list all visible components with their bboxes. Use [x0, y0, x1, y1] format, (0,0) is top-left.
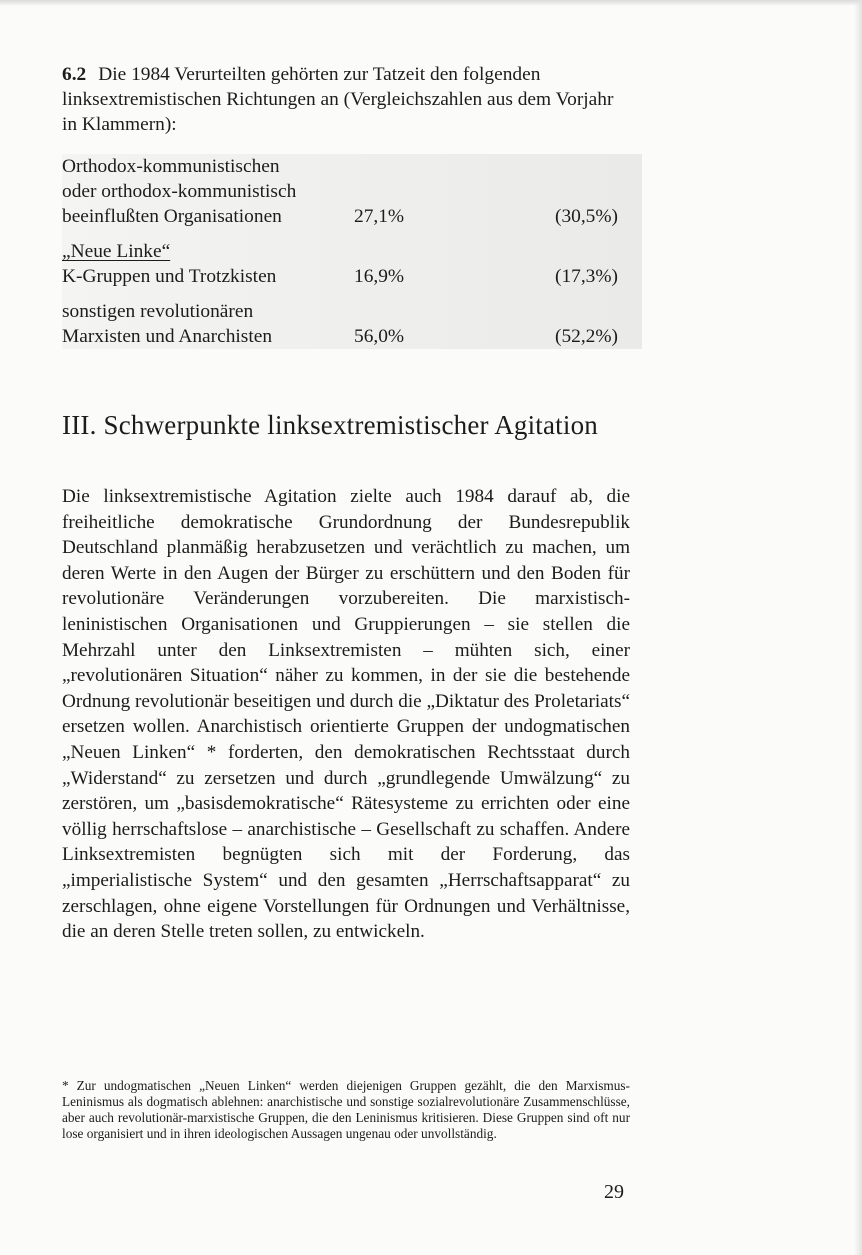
table-row	[62, 239, 642, 289]
row-label-line: Marxisten und Anarchisten	[62, 326, 273, 347]
scan-edge-top	[0, 0, 862, 6]
intro-text: Die 1984 Verurteilten gehörten zur Tatzeit den folgenden linksextremistischen Richtungen an (Vergleichszahlen aus dem Vorjahr in Klammern):	[62, 64, 614, 135]
row-value: 56,0%	[354, 326, 405, 347]
row-previous-value: (30,5%)	[554, 206, 618, 227]
footnote	[62, 1078, 630, 1142]
footnote-text: Zur undogmatischen „Neuen Linken“ werden diejenigen Gruppen gezählt, die den Marxismus-Leninismus als dogmatisch ablehnen: anarchistische und sonstige sozialrevolutionäre Zusammenschlüsse, aber auch revolutionär-marxistische Gruppen, die den Leninismus kritisieren. Diese Gruppen sind oft nur lose organisiert und in ihren ideologischen Aussagen ungenau oder unvollständig.	[62, 1078, 630, 1141]
scan-edge-right	[854, 0, 862, 1255]
row-label-line: K-Gruppen und Trotzkisten	[62, 266, 277, 287]
row-label	[62, 239, 362, 289]
row-value: 16,9%	[354, 266, 405, 287]
row-label	[62, 154, 362, 229]
row-previous-value: (52,2%)	[554, 326, 618, 347]
page-number: 29	[604, 1181, 624, 1203]
table-row	[62, 299, 642, 349]
statistics-table	[62, 154, 642, 349]
intro-paragraph	[62, 62, 628, 137]
row-label-line: „Neue Linke“	[62, 241, 171, 262]
row-label-line: beeinflußten Organisationen	[62, 206, 282, 227]
row-previous-value: (17,3%)	[554, 266, 618, 287]
body-paragraph: Die linksextremistische Agitation zielte auch 1984 darauf ab, die freiheitliche demokratische Grundordnung der Bundesrepublik Deutschland planmäßig herabzusetzen und verächtlich zu machen, um deren Werte in den Augen der Bürger zu erschüttern und den Boden für revolutionäre Veränderungen vorzubereiten. Die marxistisch-leninistischen Organisationen und Gruppierungen – sie stellen die Mehrzahl unter den Linksextremisten – mühten sich, einer „revolutionären Situation“ näher zu kommen, in der sie die bestehende Ordnung revolutionär beseitigen und durch die „Diktatur des Proletariats“ ersetzen wollen. Anarchistisch orientierte Gruppen der undogmatischen „Neuen Linken“ * forderten, den demokratischen Rechtsstaat durch „Widerstand“ zu zersetzen und durch „grundlegende Umwälzung“ zu zerstören, um „basisdemokratische“ Rätesysteme zu errichten oder eine völlig herrschaftslose – anarchistische – Gesellschaft zu schaffen. Andere Linksextremisten begnügten sich mit der Forderung, das „imperialistische System“ und den gesamten „Herrschaftsapparat“ zu zerschlagen, ohne eigene Vorstellungen für Ordnungen und Verhältnisse, die an deren Stelle treten sollen, zu entwickeln.	[62, 486, 630, 943]
section-number: 6.2	[62, 64, 87, 85]
row-label-line: sonstigen revolutionären	[62, 301, 254, 322]
row-value: 27,1%	[354, 206, 405, 227]
section-heading: III. Schwerpunkte linksextremistischer Agitation	[62, 410, 598, 440]
row-label	[62, 299, 362, 349]
row-label-line: Orthodox-kommunistischen	[62, 156, 280, 177]
table-row	[62, 154, 642, 229]
row-label-line: oder orthodox-kommunistisch	[62, 181, 297, 202]
footnote-mark: *	[62, 1078, 69, 1093]
